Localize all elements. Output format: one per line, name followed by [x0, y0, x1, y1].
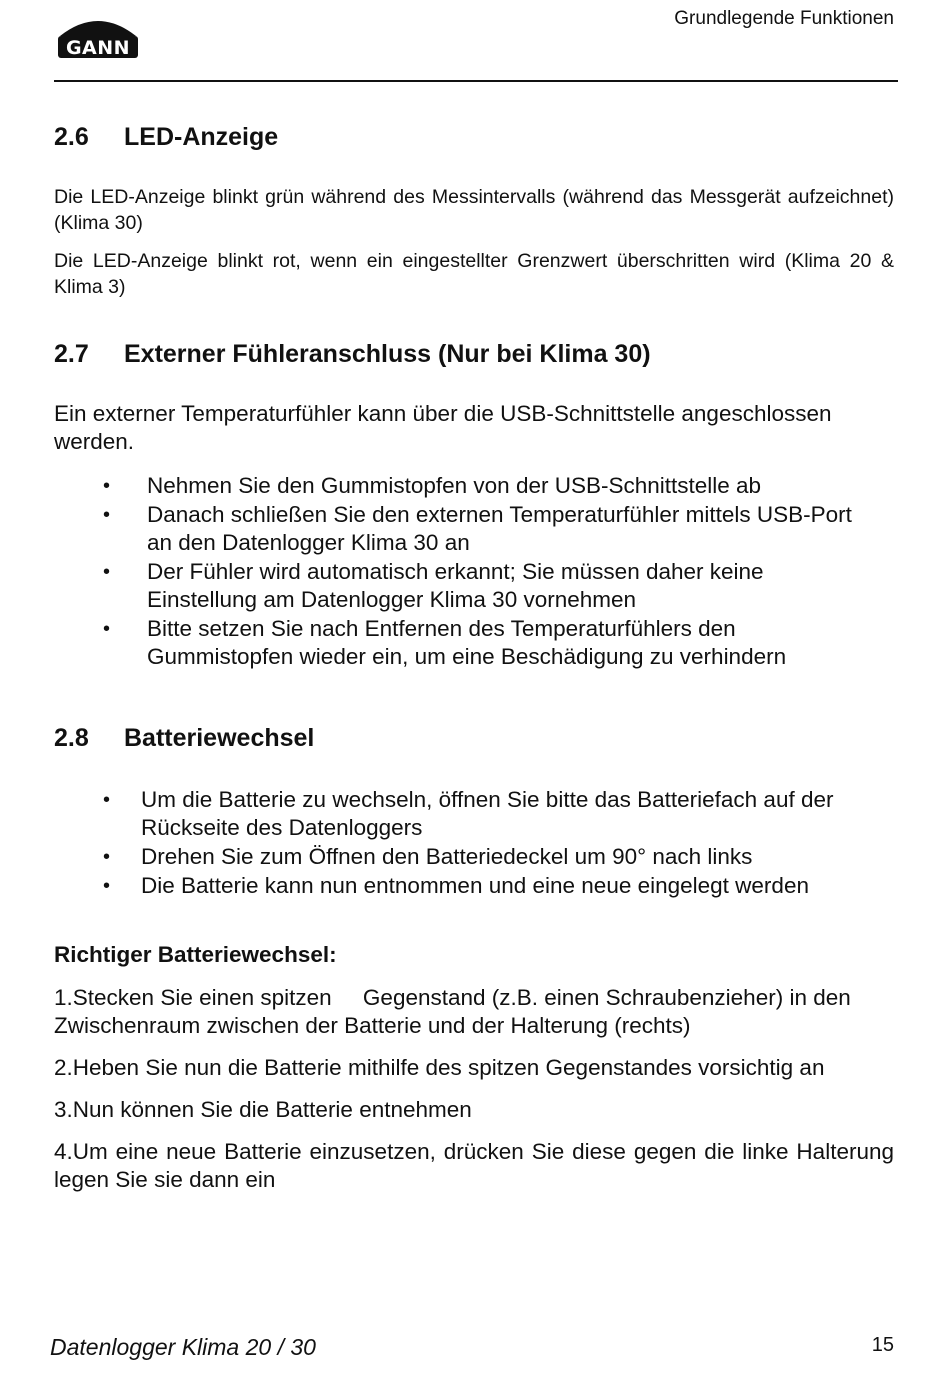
heading-number: 2.6 [54, 123, 89, 151]
step: 4.Um eine neue Batterie einzusetzen, drücken Sie diese gegen die linke Halterung legen Sie sie dann ein [54, 1139, 894, 1192]
paragraph: Die LED-Anzeige blinkt grün während des Messintervalls (während das Messgerät aufzeichnet) (Klima 30) [54, 186, 894, 234]
header-section-title: Grundlegende Funktionen [674, 8, 894, 29]
heading-title: Batteriewechsel [124, 724, 315, 752]
step: 3.Nun können Sie die Batterie entnehmen [54, 1097, 472, 1122]
list-item: • Danach schließen Sie den externen Temperaturfühler mittels USB-Port an den Datenlogger Klima 30 an [147, 501, 870, 557]
bullet-list [141, 786, 898, 901]
heading-number: 2.7 [54, 340, 89, 368]
paragraph: Die LED-Anzeige blinkt rot, wenn ein eingestellter Grenzwert überschritten wird (Klima 20 & Klima 3) [54, 250, 894, 298]
header-divider [54, 80, 898, 82]
list-item: • Bitte setzen Sie nach Entfernen des Temperaturfühlers den Gummistopfen wieder ein, um eine Beschädigung zu verhindern [147, 615, 870, 671]
list-item: • Drehen Sie zum Öffnen den Batteriedeckel um 90° nach links [141, 843, 898, 871]
step: 2.Heben Sie nun die Batterie mithilfe des spitzen Gegenstandes vorsichtig an [54, 1055, 825, 1080]
step: 1.Stecken Sie einen spitzen Gegenstand (z.B. einen Schraubenzieher) in den Zwischenraum zwischen der Batterie und der Halterung (rechts) [54, 985, 858, 1038]
list-item: • Um die Batterie zu wechseln, öffnen Sie bitte das Batteriefach auf der Rückseite des Datenloggers [141, 786, 898, 842]
heading-2-6 [54, 123, 278, 152]
subheading: Richtiger Batteriewechsel: [54, 942, 337, 967]
heading-title: LED-Anzeige [124, 123, 279, 151]
heading-title: Externer Fühleranschluss (Nur bei Klima 30) [124, 340, 651, 368]
heading-2-7 [54, 340, 651, 369]
footer-title: Datenlogger Klima 20 / 30 [50, 1334, 316, 1360]
list-item: • Der Fühler wird automatisch erkannt; Sie müssen daher keine Einstellung am Datenlogger Klima 30 vornehmen [147, 558, 870, 614]
heading-number: 2.8 [54, 724, 89, 752]
bullet-list [147, 472, 870, 672]
gann-logo [56, 12, 140, 64]
page-number: 15 [871, 1334, 894, 1356]
list-item: • Nehmen Sie den Gummistopfen von der USB-Schnittstelle ab [147, 472, 870, 500]
paragraph: Ein externer Temperaturfühler kann über die USB-Schnittstelle angeschlossen werden. [54, 401, 832, 454]
logo-text: GANN [65, 37, 131, 59]
heading-2-8 [54, 724, 314, 753]
list-item: • Die Batterie kann nun entnommen und eine neue eingelegt werden [141, 872, 898, 900]
